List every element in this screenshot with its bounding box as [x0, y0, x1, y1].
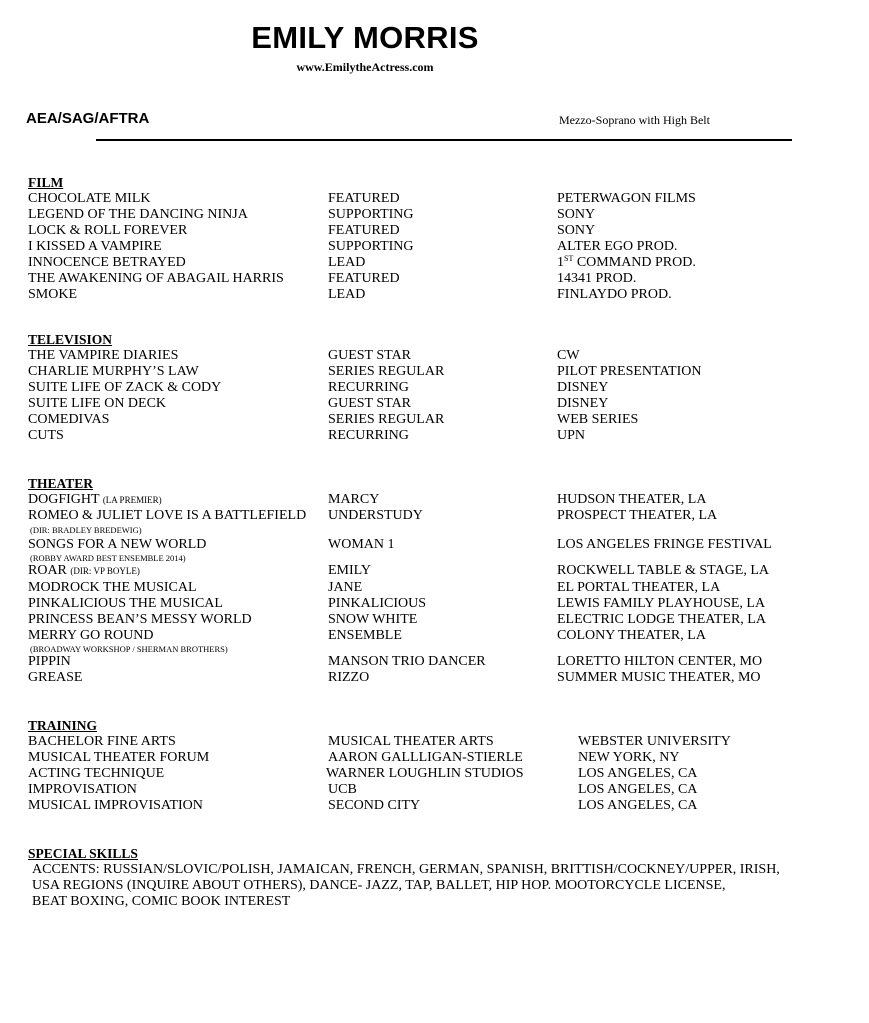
training-row: [0, 798, 869, 814]
theater-row: [0, 612, 869, 628]
theater-row: [0, 670, 869, 686]
show-note: (DIR: VP BOYLE): [70, 566, 140, 576]
credit-title: PRINCESS BEAN’S MESSY WORLD: [28, 612, 252, 627]
film-row: [0, 207, 869, 223]
credit-role: SERIES REGULAR: [328, 412, 445, 427]
credit-role: FEATURED: [328, 223, 400, 238]
credit-title: MODROCK THE MUSICAL: [28, 580, 197, 595]
film-row: [0, 191, 869, 207]
credit-company: ROCKWELL TABLE & STAGE, LA: [557, 563, 770, 578]
film-row: [0, 287, 869, 303]
theater-row: [0, 563, 869, 579]
credit-role: RECURRING: [328, 380, 409, 395]
film-row: [0, 239, 869, 255]
theater-row: [0, 596, 869, 612]
credit-role: SERIES REGULAR: [328, 364, 445, 379]
television-row: [0, 364, 869, 380]
film-row: [0, 223, 869, 239]
training-course: IMPROVISATION: [28, 782, 137, 797]
theater-row: [0, 654, 869, 670]
credit-company: ALTER EGO PROD.: [557, 239, 678, 254]
training-teacher: SECOND CITY: [328, 798, 421, 813]
section-heading-television: TELEVISION: [28, 332, 113, 347]
credit-role: MANSON TRIO DANCER: [328, 654, 486, 669]
credit-role: FEATURED: [328, 271, 400, 286]
credit-role: GUEST STAR: [328, 396, 412, 411]
credit-role: SUPPORTING: [328, 239, 414, 254]
training-teacher: WARNER LOUGHLIN STUDIOS: [326, 766, 524, 781]
union-affiliation: AEA/SAG/AFTRA: [26, 110, 150, 127]
credit-title: CUTS: [28, 428, 64, 443]
credit-company: WEB SERIES: [557, 412, 639, 427]
theater-row: [0, 537, 869, 553]
credit-title: SUITE LIFE OF ZACK & CODY: [28, 380, 222, 395]
training-teacher: MUSICAL THEATER ARTS: [328, 734, 494, 749]
training-location: LOS ANGELES, CA: [578, 798, 698, 813]
credit-role: RIZZO: [328, 670, 370, 685]
resume-name: EMILY MORRIS: [251, 20, 479, 55]
training-teacher: UCB: [328, 782, 357, 797]
training-row: [0, 782, 869, 798]
credit-title: MERRY GO ROUND: [28, 628, 154, 643]
credit-company: DISNEY: [557, 396, 609, 411]
television-row: [0, 396, 869, 412]
credit-title: [28, 563, 140, 579]
credit-company: PROSPECT THEATER, LA: [557, 508, 718, 523]
credit-company: PETERWAGON FILMS: [557, 191, 696, 206]
credit-title: CHOCOLATE MILK: [28, 191, 151, 206]
credit-title: INNOCENCE BETRAYED: [28, 255, 186, 270]
ordinal-suffix: ST: [564, 254, 574, 263]
show-title: DOGFIGHT: [28, 492, 100, 507]
credit-title: LOCK & ROLL FOREVER: [28, 223, 188, 238]
theater-row: [0, 580, 869, 596]
credit-company: ELECTRIC LODGE THEATER, LA: [557, 612, 766, 627]
section-heading-film: FILM: [28, 175, 64, 190]
section-heading-special-skills: SPECIAL SKILLS: [28, 846, 138, 861]
television-row: [0, 380, 869, 396]
header-divider: [96, 139, 792, 141]
section-heading-theater: THEATER: [28, 476, 94, 491]
credit-company: [557, 255, 696, 271]
training-location: WEBSTER UNIVERSITY: [578, 734, 731, 749]
training-row: [0, 766, 869, 782]
credit-company: EL PORTAL THEATER, LA: [557, 580, 721, 595]
training-course: MUSICAL IMPROVISATION: [28, 798, 203, 813]
credit-title: LEGEND OF THE DANCING NINJA: [28, 207, 248, 222]
training-row: [0, 750, 869, 766]
credit-company: COLONY THEATER, LA: [557, 628, 706, 643]
credit-title: SONGS FOR A NEW WORLD: [28, 537, 207, 552]
website-link[interactable]: www.EmilytheActress.com: [296, 60, 434, 74]
credit-title: [28, 492, 162, 508]
credit-title: SUITE LIFE ON DECK: [28, 396, 167, 411]
training-location: LOS ANGELES, CA: [578, 766, 698, 781]
credit-title: GREASE: [28, 670, 83, 685]
credit-title: THE VAMPIRE DIARIES: [28, 348, 179, 363]
credit-title: PINKALICIOUS THE MUSICAL: [28, 596, 223, 611]
credit-role: PINKALICIOUS: [328, 596, 426, 611]
credit-note: (DIR: BRADLEY BREDEWIG): [30, 525, 142, 535]
credit-note: (BROADWAY WORKSHOP / SHERMAN BROTHERS): [30, 644, 228, 654]
training-location: LOS ANGELES, CA: [578, 782, 698, 797]
theater-row: [0, 492, 869, 508]
television-row: [0, 348, 869, 364]
credit-role: EMILY: [328, 563, 371, 578]
credit-title: PIPPIN: [28, 654, 71, 669]
training-row: [0, 734, 869, 750]
credit-company: UPN: [557, 428, 586, 443]
credit-company: 14341 PROD.: [557, 271, 637, 286]
credit-company: DISNEY: [557, 380, 609, 395]
credit-role: GUEST STAR: [328, 348, 412, 363]
credit-role: FEATURED: [328, 191, 400, 206]
show-note: (LA PREMIER): [102, 495, 162, 505]
credit-role: SNOW WHITE: [328, 612, 418, 627]
credit-company: SONY: [557, 223, 596, 238]
credit-title: COMEDIVAS: [28, 412, 110, 427]
credit-role: LEAD: [328, 255, 366, 270]
section-heading-training: TRAINING: [28, 718, 98, 733]
television-row: [0, 412, 869, 428]
credit-title: I KISSED A VAMPIRE: [28, 239, 162, 254]
training-teacher: AARON GALLLIGAN-STIERLE: [328, 750, 523, 765]
training-course: MUSICAL THEATER FORUM: [28, 750, 210, 765]
training-course: BACHELOR FINE ARTS: [28, 734, 176, 749]
skills-line: USA REGIONS (INQUIRE ABOUT OTHERS), DANCE- JAZZ, TAP, BALLET, HIP HOP. MOOTORCYCLE LICENSE,: [32, 878, 726, 893]
credit-role: SUPPORTING: [328, 207, 414, 222]
training-course: ACTING TECHNIQUE: [28, 766, 165, 781]
credit-role: RECURRING: [328, 428, 409, 443]
credit-title: ROMEO & JULIET LOVE IS A BATTLEFIELD: [28, 508, 307, 523]
credit-role: ENSEMBLE: [328, 628, 402, 643]
film-row: [0, 271, 869, 287]
credit-company: LEWIS FAMILY PLAYHOUSE, LA: [557, 596, 766, 611]
credit-title: SMOKE: [28, 287, 78, 302]
credit-role: WOMAN 1: [328, 537, 395, 552]
film-row: [0, 255, 869, 271]
credit-company: PILOT PRESENTATION: [557, 364, 702, 379]
credit-role: MARCY: [328, 492, 380, 507]
training-location: NEW YORK, NY: [578, 750, 680, 765]
credit-company: CW: [557, 348, 580, 363]
credit-company: HUDSON THEATER, LA: [557, 492, 707, 507]
credit-title: THE AWAKENING OF ABAGAIL HARRIS: [28, 271, 284, 286]
skills-line: BEAT BOXING, COMIC BOOK INTEREST: [32, 894, 291, 909]
skills-line: ACCENTS: RUSSIAN/SLOVIC/POLISH, JAMAICAN, FRENCH, GERMAN, SPANISH, BRITTISH/COCKNEY/UPPER, IRISH,: [32, 862, 780, 877]
credit-role: JANE: [328, 580, 363, 595]
credit-note: (ROBBY AWARD BEST ENSEMBLE 2014): [30, 553, 186, 563]
company-prefix: 1: [557, 255, 564, 270]
credit-title: CHARLIE MURPHY’S LAW: [28, 364, 199, 379]
credit-role: UNDERSTUDY: [328, 508, 423, 523]
credit-role: LEAD: [328, 287, 366, 302]
credit-company: LOS ANGELES FRINGE FESTIVAL: [557, 537, 772, 552]
theater-row: [0, 508, 869, 524]
show-title: ROAR: [28, 563, 67, 578]
theater-row: [0, 628, 869, 644]
voice-type: Mezzo-Soprano with High Belt: [559, 113, 710, 127]
television-row: [0, 428, 869, 444]
credit-company: SONY: [557, 207, 596, 222]
credit-company: SUMMER MUSIC THEATER, MO: [557, 670, 761, 685]
company-suffix: COMMAND PROD.: [573, 255, 696, 270]
credit-company: LORETTO HILTON CENTER, MO: [557, 654, 763, 669]
credit-company: FINLAYDO PROD.: [557, 287, 672, 302]
